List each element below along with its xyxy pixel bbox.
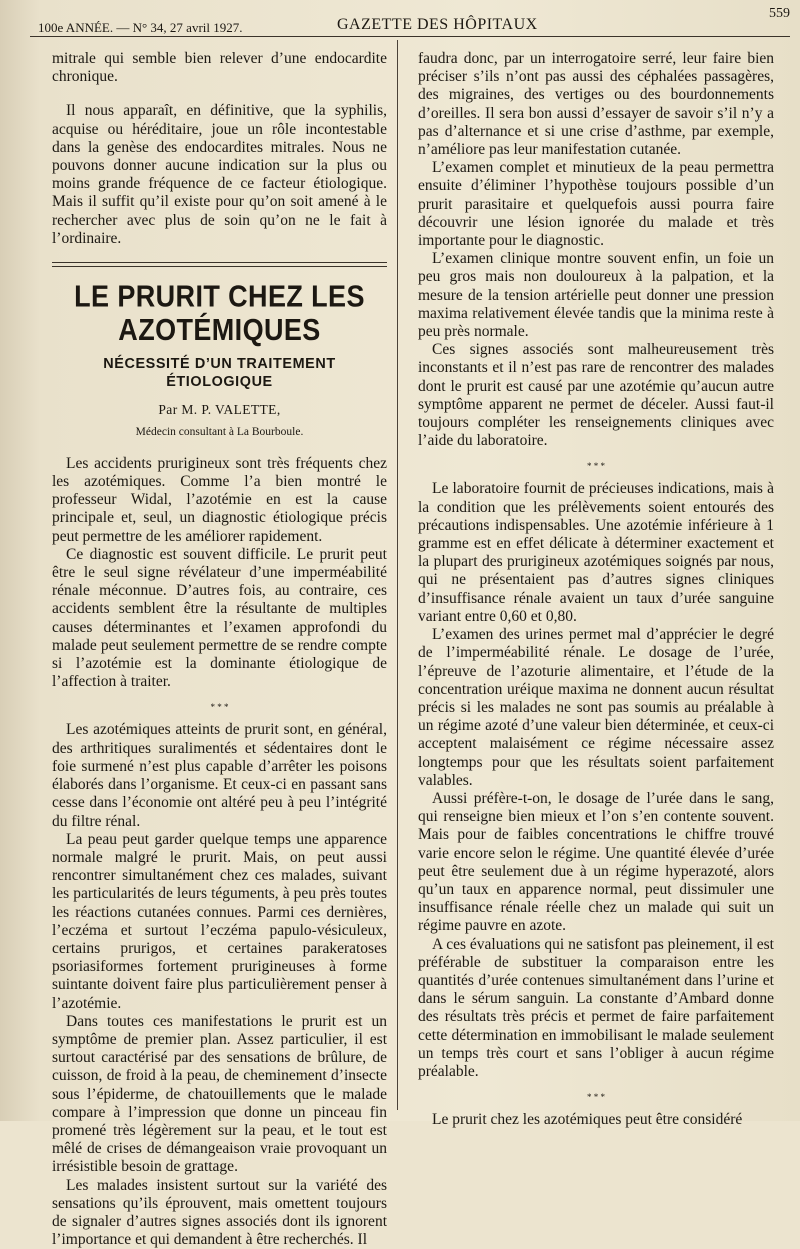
paragraph: Les azotémiques atteints de prurit sont, en général, des arthritiques suralimentés et sédentaires dont le foie surmené n’est plus capable d’arrêter les poisons élaborés dans l’organisme. Et ceux-ci en passant sans cesse dans l’économie ont altéré peu à peu l’intégrité du filtre rénal.	[52, 721, 387, 830]
paragraph: A ces évaluations qui ne satisfont pas pleinement, il est préférable de substituer la comparaison entre les quantités d’urée contenues simultanément dans l’urine et dans le sérum sanguin. La constante d’Ambard donne des résultats très précis et permet de faire parfaitement cette détermination en immobilisant le malade seulement un temps très court et sans l’obliger à aucun régime préalable.	[418, 935, 774, 1080]
article-author: Par M. P. VALETTE,	[158, 402, 281, 418]
column-divider	[397, 40, 398, 1110]
page-number: 559	[769, 6, 790, 21]
page-header	[30, 6, 790, 37]
section-rule	[52, 262, 387, 267]
paragraph: La peau peut garder quelque temps une apparence normale malgré le prurit. Mais, on peut aussi rencontrer simultanément chez ces malades, suivant les particularités de leurs téguments, à peu près toutes les réactions cutanées connues. Parmi ces dernières, l’eczéma et surtout l’eczéma papulo-vésiculeux, certains prurigos, et certaines parakeratoses psoriasiformes fortement prurigineuses à forme suintante doivent faire plus particulièrement penser à l’azotémie.	[52, 830, 387, 1012]
right-column	[418, 50, 774, 1129]
paragraph: L’examen complet et minutieux de la peau permettra ensuite d’éliminer l’hypothèse toujours possible d’un prurit parasitaire et quelquefois aussi pourra faire découvrir une lésion ignorée du malade et très importante pour le diagnostic.	[418, 159, 774, 250]
paragraph: faudra donc, par un interrogatoire serré, leur faire bien préciser s’ils n’ont pas aussi des céphalées passagères, des migraines, des vertiges ou des bourdonnements d’oreilles. Il sera bon aussi d’essayer de savoir s’il n’y a pas d’alternance et si une crise d’asthme, par exemple, n’améliore pas leur manifestation cutanée.	[418, 50, 774, 159]
article-title: LE PRURIT CHEZ LES AZOTÉMIQUES	[74, 279, 365, 347]
paragraph: Le laboratoire fournit de précieuses indications, mais à la condition que les prélèvements soient entourés des précautions indispensables. Une azotémie inférieure à 1 gramme est en effet délicate à déterminer exactement et la plupart des prurigineux azotémiques soignés par nous, qui ne présentaient pas d’autres signes cliniques d’insuffisance rénale avaient un taux d’urée sanguine variant entre 0,60 et 0,80.	[418, 480, 774, 625]
paragraph: Dans toutes ces manifestations le prurit est un symptôme de premier plan. Assez particulier, il est surtout caractérisé par des sensations de brûlure, de cuisson, de froid à la peau, de cheminement d’insecte sous l’épiderme, de chatouillements que le malade compare à l’impression que donne un pinceau fin promené très légèrement sur la peau, et le tout est mêlé de crises de démangeaison vraie provoquant un irrésistible besoin de grattage.	[52, 1012, 387, 1176]
section-separator: * * *	[587, 461, 605, 472]
left-column	[52, 50, 387, 1249]
paragraph: L’examen des urines permet mal d’apprécier le degré de l’imperméabilité rénale. Le dosage de l’urée, l’épreuve de l’azoturie alimentaire, et l’étude de la concentration uréique maxima ne donnent aucun résultat précis si les malades ne sont pas soumis au préalable à un régime azoté d’une valeur bien déterminée, et ceux-ci acceptent malaisément ce régime nécessaire assez longtemps pour que les résultats soient parfaitement valables.	[418, 626, 774, 789]
paragraph: Le prurit chez les azotémiques peut être considéré	[432, 1111, 743, 1129]
article-subtitle: NÉCESSITÉ D’UN TRAITEMENT ÉTIOLOGIQUE	[103, 356, 336, 391]
paragraph: Ce diagnostic est souvent difficile. Le prurit peut être le seul signe révélateur d’une imperméabilité rénale méconnue. D’autres fois, au contraire, ces accidents semblent être la résultante de multiples causes déterminantes et l’examen approfondi du malade peut seulement permettre de se rendre compte si l’azotémie est la dominante étiologique de l’affection à traiter.	[52, 545, 387, 691]
section-separator: * * *	[210, 702, 229, 713]
paragraph: Les malades insistent surtout sur la variété des sensations qu’ils éprouvent, mais omettent toujours de signaler d’autres signes associés dont ils ignorent l’importance et qui demandent à être recherchés. Il	[52, 1176, 387, 1249]
paragraph: mitrale qui semble bien relever d’une endocardite chronique.	[52, 50, 387, 86]
paragraph: Aussi préfère-t-on, le dosage de l’urée dans le sang, qui renseigne bien mieux et l’on s’en contente souvent. Mais pour de faibles concentrations le chiffre trouvé varie encore selon le régime. Une quantité élevée d’urée peut être seulement due à un régime hyperazoté, alors qu’un taux en apparence normal, peut dissimuler une insuffisance rénale réelle chez un malade qui suit un régime pauvre en azote.	[418, 789, 774, 935]
paragraph: Ces signes associés sont malheureusement très inconstants et il n’est pas rare de rencontrer des malades dont le prurit est causé par une azotémie qu’aucun autre symptôme apparent ne permet de déceler. Aussi faut-il toujours compléter les renseignements cliniques avec l’aide du laboratoire.	[418, 341, 774, 450]
paragraph: Les accidents prurigineux sont très fréquents chez les azotémiques. Comme l’a bien montré le professeur Widal, l’azotémie en est la cause principale et, seul, un diagnostic étiologique précis peut permettre de les améliorer rapidement.	[52, 454, 387, 545]
paragraph: L’examen clinique montre souvent enfin, un foie un peu gros mais non douloureux à la palpation, et la mesure de la tension artérielle peut donner une pression maxima relativement élevée tandis que la minima reste à peu près normale.	[418, 250, 774, 341]
journal-title: GAZETTE DES HÔPITAUX	[337, 16, 538, 33]
section-separator: * * *	[587, 1092, 605, 1103]
paragraph: Il nous apparaît, en définitive, que la syphilis, acquise ou héréditaire, joue un rôle incontestable dans la genèse des endocardites mitrales. Nous ne pouvons donner aucune indication sur la plus ou moins grande fréquence de ce facteur étiologique. Mais il suffit qu’il existe pour qu’on soit amené à le rechercher avec plus de soin qu’on ne le fait à l’ordinaire.	[52, 102, 387, 247]
issue-info: 100e ANNÉE. — N° 34, 27 avril 1927.	[38, 20, 243, 35]
author-affiliation: Médecin consultant à La Bourboule.	[135, 425, 304, 438]
